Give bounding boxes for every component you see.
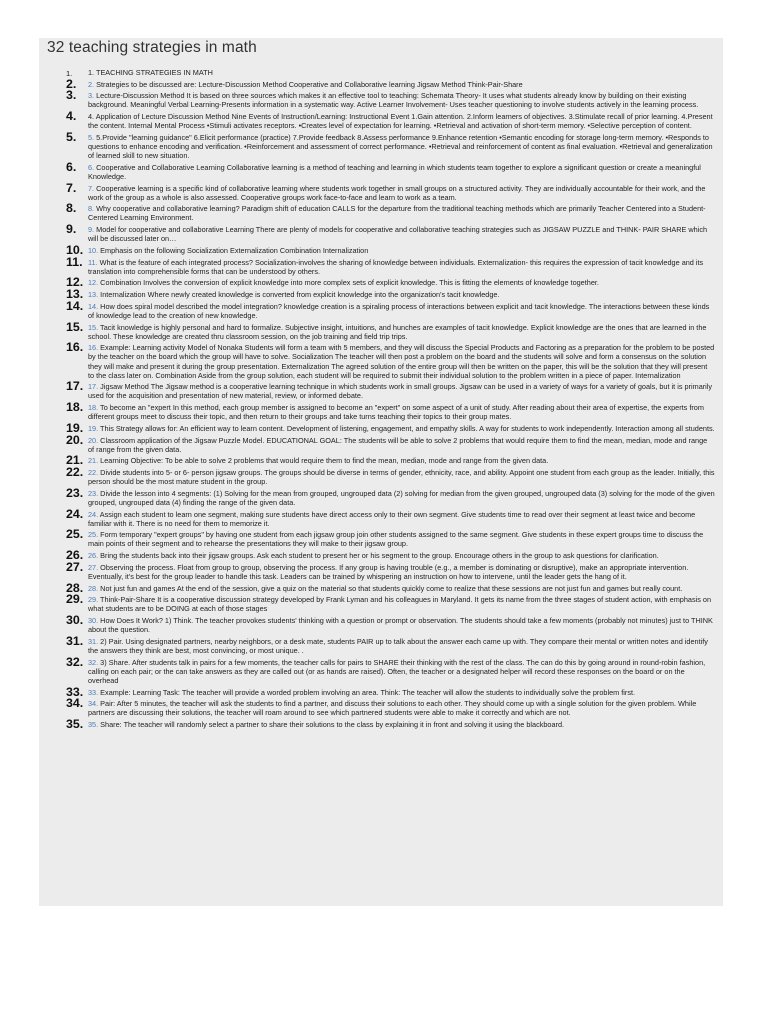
item-number: 12. bbox=[66, 275, 84, 290]
item-number: 13. bbox=[66, 287, 84, 302]
list-item bbox=[43, 420, 715, 435]
item-sub-number: 24. bbox=[88, 509, 99, 519]
item-sub-number: 7. bbox=[88, 183, 95, 193]
list-item bbox=[43, 340, 715, 380]
item-sub-number: 16. bbox=[88, 343, 99, 353]
item-text: Internalization Where newly created knowledge is converted from explicit knowledge into the organization's tacit knowledge. bbox=[98, 290, 500, 300]
list-item bbox=[43, 222, 715, 244]
item-number: 2. bbox=[66, 76, 77, 91]
item-number: 25. bbox=[66, 527, 84, 542]
item-text: Example: Learning Task: The teacher will provide a worded problem involving an area. Think: The teacher will allow the students to individually solve the problem first. bbox=[98, 687, 636, 697]
item-text: Model for cooperative and collaborative Learning There are plenty of models for cooperative and collaborative teaching strategies such as JIGSAW PUZZLE and THINK- PAIR SHARE which will be discussed later on… bbox=[88, 225, 708, 244]
item-sub-number: 34. bbox=[88, 699, 99, 709]
item-text: Bring the students back into their jigsaw groups. Ask each student to present her or his segment to the group. Encourage others in the group to ask questions for clarification. bbox=[98, 551, 659, 561]
item-text: Cooperative learning is a specific kind of collaborative learning where students work together in small groups on a structured activity. They are individually accountable for their work, and the work of the group as a whole is also assessed. Cooperative groups work face-to-face and learn to work as a team. bbox=[88, 183, 706, 202]
list-item bbox=[43, 684, 715, 699]
item-number: 20. bbox=[66, 432, 84, 447]
item-text: Think-Pair-Share It is a cooperative discussion strategy developed by Frank Lyman and his colleagues in Maryland. It gets its name from the three stages of student action, with emphasis on what students are to be DOING at each of those stages bbox=[88, 595, 712, 614]
list-item bbox=[43, 68, 715, 77]
item-text: Why cooperative and collaborative learning? Paradigm shift of education CALLS for the departure from the traditional teaching methods which are primarily Teacher Centered into a Student-Centered Learning Environment. bbox=[88, 204, 706, 223]
item-text: Share: The teacher will randomly select a partner to share their solutions to the class by explaining it in front and solving it using the blackboard. bbox=[98, 720, 565, 729]
list-item bbox=[43, 559, 715, 581]
item-sub-number: 21. bbox=[88, 456, 99, 466]
list-item bbox=[43, 527, 715, 549]
list-item bbox=[43, 654, 715, 685]
item-number: 30. bbox=[66, 613, 84, 628]
item-number: 3. bbox=[66, 88, 77, 103]
item-text: Combination Involves the conversion of explicit knowledge into more complex sets of explicit knowledge. This is fitting the elements of knowledge together. bbox=[98, 278, 599, 288]
list-item bbox=[43, 432, 715, 454]
item-number: 24. bbox=[66, 506, 84, 521]
list-item bbox=[43, 287, 715, 302]
list-item bbox=[43, 88, 715, 110]
item-sub-number: 26. bbox=[88, 551, 99, 561]
item-text: How does spiral model described the model integration? knowledge creation is a spiraling process of interactions between explicit and tacit knowledge. The interactions between these kinds of knowledge lead to the creation of new knowledge. bbox=[88, 301, 710, 320]
item-number: 33. bbox=[66, 684, 84, 699]
item-number: 28. bbox=[66, 580, 84, 595]
item-sub-number: 6. bbox=[88, 162, 95, 172]
item-number: 18. bbox=[66, 400, 84, 415]
list-item bbox=[43, 592, 715, 614]
item-number: 32. bbox=[66, 654, 84, 669]
list-item bbox=[43, 633, 715, 655]
item-number: 10. bbox=[66, 242, 84, 257]
list-item bbox=[43, 548, 715, 563]
item-sub-number: 35. bbox=[88, 720, 99, 729]
item-sub-number: 8. bbox=[88, 204, 95, 214]
item-number: 15. bbox=[66, 319, 84, 334]
item-sub-number: 2. bbox=[88, 79, 95, 89]
item-text: How Does It Work? 1) Think. The teacher provokes students' thinking with a question or prompt or observation. The students should take a few moments (probably not minutes) just to THINK about the question. bbox=[88, 616, 713, 635]
item-number: 16. bbox=[66, 340, 84, 355]
item-text: Assign each student to learn one segment, making sure students have direct access only to their own segment. Give students time to read over their segment at least twice and become familiar with it. There is no need for them to memorize it. bbox=[88, 509, 696, 528]
item-sub-number: 14. bbox=[88, 301, 99, 311]
item-number: 26. bbox=[66, 548, 84, 563]
item-text: Learning Objective: To be able to solve 2 problems that would require them to find the mean, median, mode and range from the given data. bbox=[98, 456, 549, 466]
list-item bbox=[43, 254, 715, 276]
list-item bbox=[43, 485, 715, 507]
item-text: Divide students into 5- or 6- person jigsaw groups. The groups should be diverse in terms of gender, ethnicity, race, and ability. Appoint one student from each group as the leader. Initially, this person should be the most mature student in the group. bbox=[88, 468, 715, 487]
list-item bbox=[43, 109, 715, 131]
item-text: Divide the lesson into 4 segments: (1) Solving for the mean from grouped, ungrouped data (2) solving for median from the given grouped, ungrouped data (3) solving for the mode of the given grouped, ungrouped data (4) finding the range of the given data. bbox=[88, 488, 715, 507]
item-number: 1. bbox=[66, 69, 73, 78]
list-item bbox=[43, 242, 715, 257]
item-number: 9. bbox=[66, 222, 77, 237]
item-number: 8. bbox=[66, 201, 77, 216]
item-number: 23. bbox=[66, 485, 84, 500]
item-sub-number: 32. bbox=[88, 657, 99, 667]
item-text: 4. Application of Lecture Discussion Method Nine Events of Instruction/Learning: Instructional Event 1.Gain attention. 2.Inform learners of objectives. 3.Stimulate recall of prior learning. 4.Present the content. Internal Mental Process •Stimuli activates receptors. •Creates level of expectation for learning. •Retrieval and activation of short-term memory. •Selective perception of content. bbox=[88, 112, 713, 131]
item-sub-number: 11. bbox=[88, 257, 98, 267]
item-sub-number: 12. bbox=[88, 278, 99, 288]
item-sub-number: 15. bbox=[88, 322, 99, 332]
item-number: 17. bbox=[66, 379, 84, 394]
item-text: 2) Pair. Using designated partners, nearby neighbors, or a desk mate, students PAIR up to talk about the answer each came up with. They compare their mental or written notes and identify the answers they think are best, most convincing, or most unique. . bbox=[88, 636, 708, 655]
item-text: 3) Share. After students talk in pairs for a few moments, the teacher calls for pairs to SHARE their thinking with the rest of the class. The can do this by going around in round-robin fashion, calling on each pair; or the can take answers as they are called out (or as hands are raised). Often, the teacher or a designated helper will record these responses on the board or on the overhead bbox=[88, 657, 706, 685]
list-item bbox=[43, 717, 715, 731]
item-text: What is the feature of each integrated process? Socialization-involves the sharing of knowledge between individuals. Externalization- this requires the expression of tacit knowledge and its translation into comprehensible forms that can be understood by others. bbox=[88, 257, 704, 276]
item-number: 19. bbox=[66, 420, 84, 435]
item-sub-number: 20. bbox=[88, 435, 99, 445]
item-number: 31. bbox=[66, 633, 84, 648]
item-sub-number: 22. bbox=[88, 468, 99, 478]
item-text: To become an "expert In this method, each group member is assigned to become an "expert" on some aspect of a unit of study. After reading about their area of expertise, the experts from different groups meet to discuss their topic, and then return to their groups and take turns teaching their topics to their group mates. bbox=[88, 403, 704, 422]
item-sub-number: 10. bbox=[88, 245, 99, 255]
item-text: Tacit knowledge is highly personal and hard to formalize. Subjective insight, intuitions, and hunches are examples of tacit knowledge. Explicit knowledge are the ones that are learned in the school. These knowledge are created thru classroom session, on the job training and field trip trips. bbox=[88, 322, 707, 341]
item-text: 5.Provide "learning guidance" 6.Elicit performance (practice) 7.Provide feedback 8.Assess performance 9.Enhance retention •Semantic encoding for storage long-term memory. •Responds to questions to enhance encoding and verification. •Reinforcement and assessment of correct performance. •Retrieval and reinforcement of content as final evaluation. •Retrieval and generalization of learned skill to new situation. bbox=[88, 132, 713, 161]
list-item bbox=[43, 319, 715, 341]
item-number: 35. bbox=[66, 717, 84, 731]
list-item bbox=[43, 613, 715, 635]
item-number: 34. bbox=[66, 696, 84, 711]
item-sub-number: 17. bbox=[88, 382, 99, 392]
item-number: 22. bbox=[66, 465, 84, 480]
item-number: 5. bbox=[66, 129, 77, 144]
list-item bbox=[43, 159, 715, 181]
item-text: Form temporary "expert groups" by having one student from each jigsaw group join other students assigned to the same segment. Give students in these expert groups time to discuss the main points of their segment and to rehearse the presentations they will make to their jigsaw group. bbox=[88, 530, 704, 549]
item-text: Example: Learning activity Model of Nonaka Students will form a team with 5 members, and they will discuss the Special Products and Factoring as a preparation for the problem to be posted by the teacher on the board which the group will have to solve. Socialization The teacher will then post a problem on the board and the students will solve and form a consensus on the solution they will make and present it during the group presentation. Externalization The agreed solution of the entire group will then be written on the paper, this will be the solution that they will present to the class later on. Combination Aside from the group solution, each student will be required to submit their individual solution to the problem written in a piece of paper. Internalization bbox=[88, 343, 715, 380]
item-text: Cooperative and Collaborative Learning Collaborative learning is a method of teaching and learning in which students team together to explore a significant question or create a meaningful Knowledge. bbox=[88, 162, 701, 181]
list-item bbox=[43, 696, 715, 718]
item-text: Lecture-Discussion Method It is based on three sources which makes it an effective tool to teaching: Schemata Theory- It uses what students already know by building on their existing background. Meaningful Verbal Learning-Presents information in a systematic way. Active Learner Involvement- Uses teacher questioning to involve students actively in the learning process. bbox=[88, 91, 699, 110]
list-item bbox=[43, 275, 715, 290]
list-item bbox=[43, 180, 715, 202]
list-item bbox=[43, 379, 715, 401]
item-sub-number: 30. bbox=[88, 616, 99, 626]
item-number: 21. bbox=[66, 453, 84, 468]
item-number: 6. bbox=[66, 159, 77, 174]
item-sub-number: 13. bbox=[88, 290, 99, 300]
list-item bbox=[43, 76, 715, 91]
list-item bbox=[43, 201, 715, 223]
item-text: Observing the process. Float from group to group, observing the process. If any group is having trouble (e.g., a member is dominating or disruptive), make an appropriate intervention. Eventually, it's best for the group leader to handle this task. Leaders can be trained by whispering an instruction on how to intervene, until the leader gets the hang of it. bbox=[88, 562, 689, 581]
list-item bbox=[43, 129, 715, 161]
item-text: 1. TEACHING STRATEGIES IN MATH bbox=[88, 68, 213, 77]
item-sub-number: 25. bbox=[88, 530, 99, 540]
item-sub-number: 23. bbox=[88, 488, 99, 498]
item-number: 7. bbox=[66, 180, 77, 195]
item-number: 27. bbox=[66, 559, 84, 574]
list-item bbox=[43, 453, 715, 468]
list-item bbox=[43, 506, 715, 528]
slide-text-list bbox=[43, 68, 715, 732]
list-item bbox=[43, 580, 715, 595]
item-text: Not just fun and games At the end of the session, give a quiz on the material so that students quickly come to realize that these sessions are not just fun and games but really count. bbox=[98, 583, 683, 593]
item-sub-number: 18. bbox=[88, 403, 99, 413]
item-sub-number: 27. bbox=[88, 562, 99, 572]
item-text: Emphasis on the following Socialization Externalization Combination Internalization bbox=[98, 245, 369, 255]
item-sub-number: 5. bbox=[88, 132, 95, 142]
item-number: 14. bbox=[66, 298, 84, 313]
item-sub-number: 33. bbox=[88, 687, 99, 697]
document-title: 32 teaching strategies in math bbox=[47, 39, 257, 56]
item-number: 4. bbox=[66, 109, 77, 124]
item-sub-number: 9. bbox=[88, 225, 95, 235]
item-number: 11. bbox=[66, 254, 83, 269]
item-text: Jigsaw Method The Jigsaw method is a cooperative learning technique in which students work in small groups. Jigsaw can be used in a variety of ways for a variety of goals, but it is primarily used for the acquisition and presentation of new material, review, or informed debate. bbox=[88, 382, 713, 401]
document-panel bbox=[39, 38, 723, 906]
list-item bbox=[43, 400, 715, 422]
list-item bbox=[43, 298, 715, 320]
item-text: Classroom application of the Jigsaw Puzzle Model. EDUCATIONAL GOAL: The students will be able to solve 2 problems that would require them to find the mean, median, mode and range of range from the given data. bbox=[88, 435, 708, 454]
item-sub-number: 3. bbox=[88, 91, 95, 101]
list-item bbox=[43, 465, 715, 487]
item-number: 29. bbox=[66, 592, 84, 607]
item-sub-number: 19. bbox=[88, 423, 99, 433]
item-text: Strategies to be discussed are: Lecture-Discussion Method Cooperative and Collaborative learning Jigsaw Method Think-Pair-Share bbox=[94, 79, 523, 89]
item-text: Pair: After 5 minutes, the teacher will ask the students to find a partner, and discuss their solutions to each other. They should come up with a single solution for the given problem. While partners are discussing their solutions, the teacher will roam around to see which partnered students were able to make it correctly and which are not. bbox=[88, 699, 697, 718]
item-sub-number: 29. bbox=[88, 595, 99, 605]
item-sub-number: 31. bbox=[88, 636, 99, 646]
item-sub-number: 28. bbox=[88, 583, 99, 593]
item-text: This Strategy allows for: An efficient way to learn content. Development of listening, engagement, and empathy skills. A way for students to work independently. Interaction among all students. bbox=[98, 423, 715, 433]
